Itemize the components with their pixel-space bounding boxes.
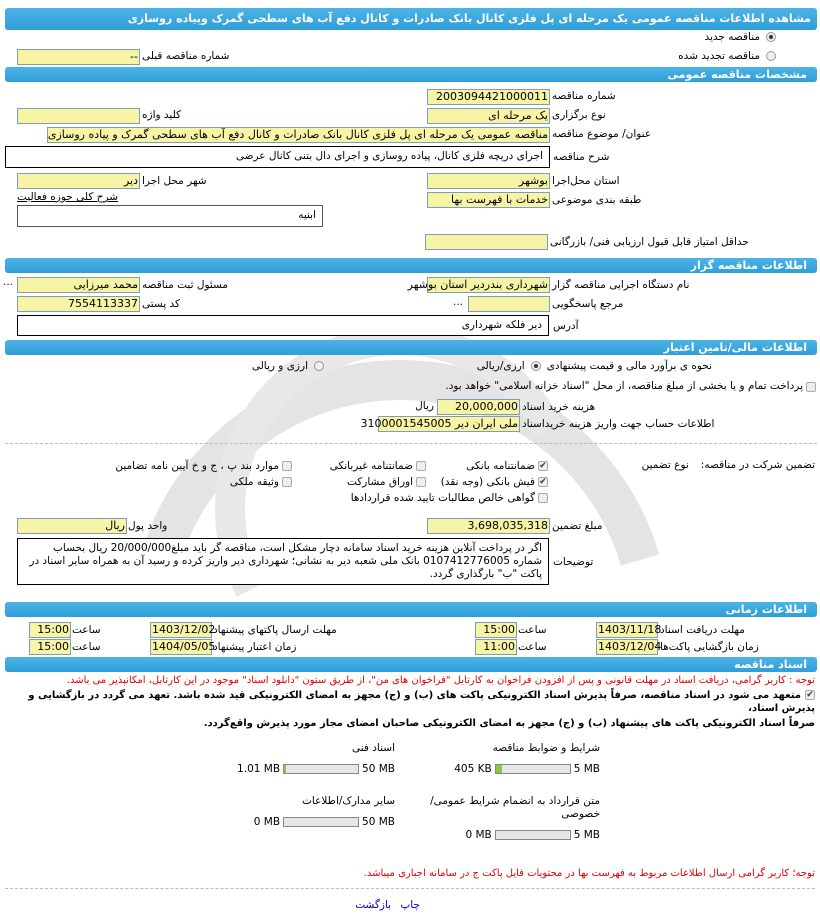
doc-cost-label: هزینه خرید اسناد xyxy=(522,401,596,413)
valid-time-field: 15:00 xyxy=(29,639,71,655)
notes-box: اگر در پرداخت آنلاین هزینه خرید اسناد سامانه دچار مشکل است، مناقصه گر باید مبلغ20/000/000 ریال بحساب شماره 0107412776005 بانک ملی شعبه دیر به نشانی؛ شهرداری دیر واریز کرده و رسید آن به همراه سایر اسناد در پاکت "ب" بارگذاری گردد. xyxy=(17,538,549,585)
address-label: آدرس xyxy=(553,320,579,332)
page-title: مشاهده اطلاعات مناقصه عمومی یک مرحله ای پل فلزی کانال بانک صادرات و کانال دفع آب های سطحی گمرک وپیاده روسازی xyxy=(5,8,817,30)
section-general: مشخصات مناقصه عمومی xyxy=(5,67,817,82)
time-label: ساعت xyxy=(72,641,101,653)
file-label: شرایط و ضوابط مناقصه xyxy=(492,742,600,754)
section-organizer: اطلاعات مناقصه گزار xyxy=(5,258,817,273)
file-max: 5 MB xyxy=(573,829,600,841)
estimate-label: نحوه ی برآورد مالی و قیمت پیشنهادی xyxy=(546,360,712,372)
new-tender-label: مناقصه جدید xyxy=(704,31,760,43)
valid-date-field: 1404/05/05 xyxy=(152,640,216,653)
files-row xyxy=(5,795,600,841)
currency-rial-row xyxy=(252,360,324,372)
guarantee-amount-field: 3,698,035,318 xyxy=(427,518,550,534)
prev-tender-field: -- xyxy=(17,49,140,65)
guarantee-option-label: فیش بانکی (وجه نقد) xyxy=(440,476,535,488)
subject-field: مناقصه عمومی یک مرحله ای پل فلزی کانال بانک صادرات و کانال دفع آب های سطحی گمرک و پیاده روسازی xyxy=(47,128,548,141)
guarantee-checkbox[interactable] xyxy=(416,477,426,487)
section-docs: اسناد مناقصه xyxy=(5,657,817,672)
account-label: اطلاعات حساب جهت واریز هزینه خریداسناد xyxy=(522,418,715,430)
currency-rial-radio[interactable] xyxy=(314,361,324,371)
prev-tender-label: شماره مناقصه قبلی xyxy=(142,50,230,62)
keyword-label: کلید واژه xyxy=(142,109,182,121)
guarantee-amount-label: مبلغ تضمین xyxy=(552,520,603,532)
rial-label: ارزی/ریالی xyxy=(476,360,525,372)
print-link[interactable]: چاپ xyxy=(400,899,420,911)
guarantee-checkbox[interactable] xyxy=(282,477,292,487)
time-label: ساعت xyxy=(72,624,101,636)
valid-label: زمان اعتبار پیشنهاد xyxy=(213,641,297,653)
guarantee-option-label: گواهی خالص مطالبات تایید شده قراردادها xyxy=(350,492,535,504)
guarantee-checkbox[interactable] xyxy=(538,493,548,503)
file-max: 50 MB xyxy=(362,763,395,775)
time-label: ساعت xyxy=(518,624,547,636)
file-item xyxy=(200,795,395,841)
address-box: دیر فلکه شهرداری xyxy=(17,315,549,336)
docs-section xyxy=(5,674,815,917)
notes-label: توضیحات xyxy=(553,556,594,568)
receive-label: مهلت دریافت اسناد xyxy=(660,624,745,636)
divider xyxy=(5,443,817,444)
keyword-field xyxy=(17,108,140,124)
file-label: اسناد فنی xyxy=(351,742,395,754)
file-item xyxy=(200,742,395,775)
send-time-field: 15:00 xyxy=(29,622,71,638)
guarantee-checkbox[interactable] xyxy=(282,461,292,471)
file-item xyxy=(405,742,600,775)
file-size: 0 MB xyxy=(465,829,492,841)
file-progress xyxy=(283,764,359,774)
subject-label: عنوان/ موضوع مناقصه xyxy=(552,128,652,140)
receive-date-field: 1403/11/18 xyxy=(598,623,662,636)
responsible-label: مسئول ثبت مناقصه xyxy=(142,279,229,291)
guarantee-option-label: ضمانتنامه بانکی xyxy=(466,460,535,472)
doc-cost-unit: ریال xyxy=(415,400,434,412)
file-size: 405 KB xyxy=(454,763,492,775)
commit-text: صرفاً اسناد الکترونیکی پاکت های پیشنهاد (ب) و (ج) مجهز به امضای الکترونیکی صاحبان امضای مجاز مورد پذیرش واقع‌گردد. xyxy=(203,718,815,729)
description-box: اجرای دریچه فلزی کانال، پیاده روسازی و اجرای دال بتنی کانال عرضی xyxy=(5,146,550,168)
file-max: 5 MB xyxy=(573,763,600,775)
postal-code-field: 7554113337 xyxy=(17,296,140,312)
organizer-name-label: نام دستگاه اجرایی مناقصه گزار xyxy=(552,279,690,291)
rial-radio[interactable] xyxy=(531,361,541,371)
treasury-checkbox[interactable] xyxy=(806,382,816,392)
min-score-label: حداقل امتیاز قابل قبول ارزیابی فنی/ بازرگانی xyxy=(550,236,749,248)
guarantee-option-label: موارد بند پ ، ج و خ آیین نامه تضامین xyxy=(115,460,279,472)
new-tender-radio[interactable] xyxy=(766,32,776,42)
renewed-tender-radio[interactable] xyxy=(766,51,776,61)
guarantee-heading-row xyxy=(642,459,815,471)
estimate-row xyxy=(477,360,712,372)
guarantee-checkbox[interactable]: ✔ xyxy=(539,461,547,471)
file-label: سایر مدارک/اطلاعات xyxy=(302,795,395,807)
category-field: خدمات با فهرست بها xyxy=(427,192,550,208)
file-progress xyxy=(495,830,571,840)
reference-label: مرجع پاسخگویی xyxy=(552,298,624,310)
activity-box: ابنیه xyxy=(17,205,323,227)
open-label: زمان بازگشایی پاکت‌ها xyxy=(660,641,759,653)
renewed-tender-label: مناقصه تجدید شده xyxy=(678,50,760,62)
guarantee-label: تضمین شرکت در مناقصه: xyxy=(700,459,815,471)
tender-number-field: 2003094421000011 xyxy=(427,89,550,105)
commit-checkbox[interactable]: ✔ xyxy=(806,690,814,700)
files-row xyxy=(5,742,600,775)
currency-label: واحد پول xyxy=(128,520,168,532)
description-label: شرح مناقصه xyxy=(553,151,610,163)
city-field: دیر xyxy=(17,173,140,189)
currency-rial-label: ارزی و ریالی xyxy=(251,360,308,372)
guarantee-checkbox[interactable] xyxy=(416,461,426,471)
open-time-field: 11:00 xyxy=(475,639,517,655)
open-date-field: 1403/12/04 xyxy=(598,640,662,653)
tender-number-label: شماره مناقصه xyxy=(552,90,616,102)
category-label: طبقه بندی موضوعی xyxy=(552,194,642,206)
guarantee-option-label: ضمانتنامه غیربانکی xyxy=(329,460,413,472)
treasury-label: پرداخت تمام و یا بخشی از مبلغ مناقصه، از محل "اسناد خزانه اسلامی" خواهد بود. xyxy=(445,380,803,392)
reference-field xyxy=(468,296,550,312)
section-finance: اطلاعات مالی/تامین اعتبار xyxy=(5,340,817,355)
time-label: ساعت xyxy=(518,641,547,653)
postal-code-label: کد پستی xyxy=(142,298,181,310)
guarantee-option-label: وثیقه ملکی xyxy=(229,476,279,488)
docs-note: توجه : کاربر گرامی، دریافت اسناد در مهلت قانونی و پس از افزودن فراخوان به کارتابل "فراخوان های من"، از طریق ستون "دانلود اسناد" موجود در این کارتابل، امکانپذیر می باشد. xyxy=(66,675,815,686)
reference-more-link[interactable]: ... xyxy=(453,296,464,308)
province-label: استان محل‌اجرا xyxy=(552,175,620,187)
min-score-field xyxy=(425,234,548,250)
file-progress xyxy=(283,817,359,827)
file-label: متن قرارداد به انضمام شرایط عمومی/ خصوصی xyxy=(430,795,600,820)
file-progress xyxy=(495,764,571,774)
divider xyxy=(5,888,815,889)
commit-text: متعهد می شود در اسناد مناقصه، صرفاً پذیرش اسناد الکترونیکی پاکت های (ب) و (ج) مجهز به امضای الکترونیکی قید شده باشد. تعهد می گردد در بازگشایی و پذیرش اسناد، xyxy=(28,690,815,714)
file-size: 1.01 MB xyxy=(237,763,281,775)
receive-time-field: 15:00 xyxy=(475,622,517,638)
responsible-more-link[interactable]: ... xyxy=(3,276,14,288)
back-link[interactable]: بازگشت xyxy=(355,899,392,911)
city-label: شهر محل اجرا xyxy=(142,175,207,187)
footer-links xyxy=(5,899,815,917)
guarantee-option-label: اوراق مشارکت xyxy=(346,476,413,488)
price-list-note: توجه؛ کاربر گرامی ارسال اطلاعات مربوط به فهرست بها در محتویات فایل پاکت ج در سامانه اجباری میباشد. xyxy=(363,868,815,879)
file-max: 50 MB xyxy=(362,816,395,828)
organizer-name-field: شهرداری بندردیر استان بوشهر xyxy=(407,278,548,291)
section-timing: اطلاعات زمانی xyxy=(5,602,817,617)
doc-cost-field: 20,000,000 xyxy=(437,399,520,415)
activity-label: شرح کلی حوزه فعالیت xyxy=(17,191,119,203)
currency-field: ریال xyxy=(17,518,127,534)
responsible-field: محمد میرزایی xyxy=(17,277,140,293)
guarantee-type-label: نوع تضمین xyxy=(641,459,689,471)
account-field: ملی ایران دیر 3100001545005 xyxy=(360,417,518,430)
holding-type-label: نوع برگزاری xyxy=(552,109,606,121)
holding-type-field: یک مرحله ای xyxy=(427,108,550,124)
province-field: بوشهر xyxy=(427,173,550,189)
send-label: مهلت ارسال پاکتهای پیشنهاد xyxy=(213,624,337,636)
guarantee-checkbox[interactable]: ✔ xyxy=(539,477,547,487)
file-item xyxy=(405,795,600,841)
send-date-field: 1403/12/02 xyxy=(152,623,216,636)
file-size: 0 MB xyxy=(253,816,281,828)
